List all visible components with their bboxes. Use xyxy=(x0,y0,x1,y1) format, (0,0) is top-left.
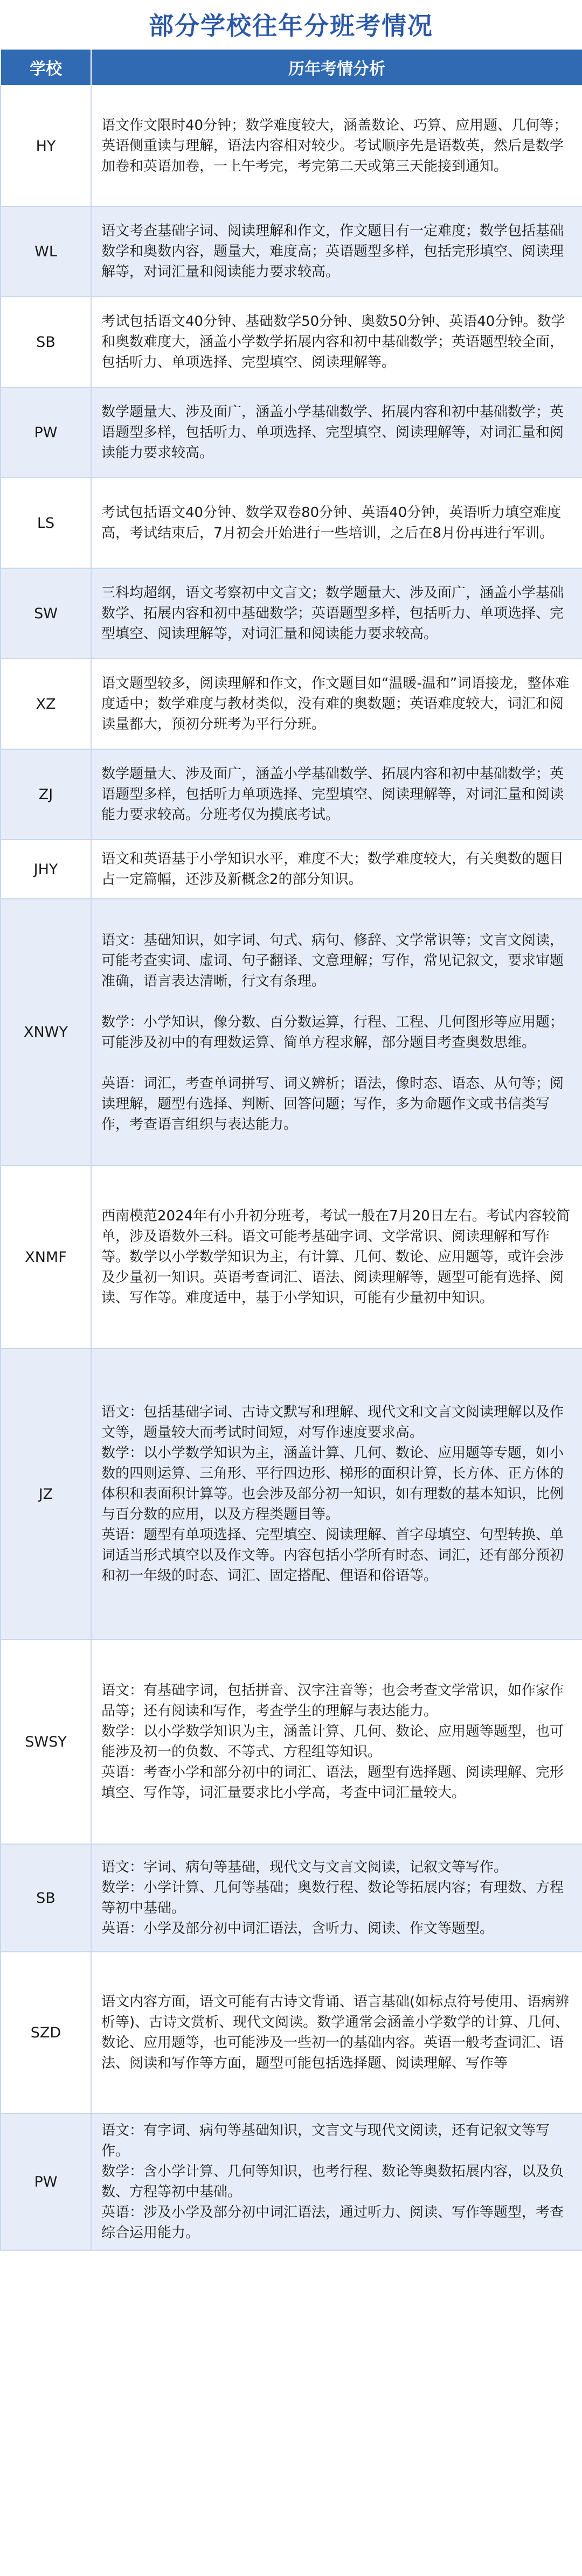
analysis-paragraph: 语文：包括基础字词、古诗文默写和理解、现代文和文言文阅读理解以及作文等，题量较大而考试时间短，对写作速度要求高。 xyxy=(101,1404,564,1441)
table-row xyxy=(1,1952,582,2113)
school-name: PW xyxy=(1,387,91,478)
analysis-paragraph: 语文和英语基于小学知识水平，难度不大；数学难度较大，有关奥数的题目占一定篇幅，还涉及新概念2的部分知识。 xyxy=(101,851,564,888)
analysis-paragraph: 英语：涉及小学及部分初中词汇语法，通过听力、阅读、写作等题型，考查综合运用能力。 xyxy=(101,2204,564,2241)
exam-analysis xyxy=(91,659,582,749)
school-name: HY xyxy=(1,86,91,206)
analysis-paragraph: 英语：小学及部分初中词汇语法，含听力、阅读、作文等题型。 xyxy=(101,1921,494,1937)
analysis-paragraph: 语文内容方面，语文可能有古诗文背诵、语言基础(如标点符号使用、语病辨析等)、古诗文赏析、现代文阅读。数学通常会涵盖小学数学的计算、几何、数论、应用题等，也可能涉及一些初一的基础内容。英语一般考查词汇、语法、阅读和写作等方面，题型可能包括选择题、阅读理解、写作等 xyxy=(101,1994,570,2071)
table-row xyxy=(1,1165,582,1349)
school-name: SZD xyxy=(1,1952,91,2113)
analysis-paragraph: 语文：有字词、病句等基础知识，文言文与现代文阅读，还有记叙文等写作。 xyxy=(101,2123,550,2159)
page-title: 部分学校往年分班考情况 xyxy=(149,11,433,40)
school-name: LS xyxy=(1,478,91,568)
exam-analysis xyxy=(91,86,582,206)
exam-analysis xyxy=(91,749,582,840)
school-name: WL xyxy=(1,206,91,297)
analysis-paragraph: 语文考查基础字词、阅读理解和作文，作文题目有一定难度；数学包括基础数学和奥数内容，题量大，难度高；英语题型多样，包括完形填空、阅读理解等，对词汇量和阅读能力要求较高。 xyxy=(101,223,564,280)
exam-analysis xyxy=(91,1165,582,1349)
table-row xyxy=(1,659,582,749)
exam-analysis xyxy=(91,478,582,568)
analysis-paragraph: 数学：含小学计算、几何等知识，也考行程、数论等奥数拓展内容，以及负数、方程等初中基础。 xyxy=(101,2163,564,2200)
analysis-paragraph: 数学：小学计算、几何等基础；奥数行程、数论等拓展内容；有理数、方程等初中基础。 xyxy=(101,1880,564,1916)
analysis-paragraph: 考试包括语文40分钟、基础数学50分钟、奥数50分钟、英语40分钟。数学和奥数难度大，涵盖小学数学拓展内容和初中基础数学；英语题型较全面，包括听力、单项选择、完型填空、阅读理解等。 xyxy=(101,313,565,371)
exam-analysis xyxy=(91,1639,582,1844)
exam-analysis xyxy=(91,297,582,387)
table-row xyxy=(1,899,582,1165)
analysis-paragraph: 语文题型较多，阅读理解和作文，作文题目如“温暖-温和”词语接龙，整体难度适中；数学难度与教材类似，没有难的奥数题；英语难度较大，词汇和阅读量都大，预初分班考为平行分班。 xyxy=(101,675,570,732)
school-name: SWSY xyxy=(1,1639,91,1844)
school-name: SW xyxy=(1,568,91,659)
table-row xyxy=(1,297,582,387)
exam-analysis xyxy=(91,840,582,899)
table-row xyxy=(1,478,582,568)
analysis-paragraph: 数学题量大、涉及面广，涵盖小学基础数学、拓展内容和初中基础数学；英语题型多样，包括听力单项选择、完型填空、阅读理解等，对词汇量和阅读能力要求较高。分班考仅为摸底考试。 xyxy=(101,766,564,823)
header-analysis: 历年考情分析 xyxy=(91,49,582,86)
table-row xyxy=(1,840,582,899)
analysis-paragraph: 英语：题型有单项选择、完型填空、阅读理解、首字母填空、句型转换、单词适当形式填空以及作文等。内容包括小学所有时态、词汇，还有部分预初和初一年级的时态、词汇、固定搭配、俚语和俗语等。 xyxy=(101,1527,564,1584)
school-name: XNMF xyxy=(1,1165,91,1349)
title-bar xyxy=(0,0,582,48)
analysis-paragraph: 考试包括语文40分钟、数学双卷80分钟、英语40分钟，英语听力填空难度高，考试结束后，7月初会开始进行一些培训，之后在8月份再进行军训。 xyxy=(101,505,562,541)
analysis-paragraph: 数学：以小学数学知识为主，涵盖计算、几何、数论、应用题等专题，如小数的四则运算、三角形、平行四边形、梯形的面积计算，长方体、正方体的体积和表面积计算等。也会涉及部分初一知识，如有理数的基本知识，比例与百分数的应用，以及方程类题目等。 xyxy=(101,1445,564,1523)
header-school: 学校 xyxy=(1,49,91,86)
table-row xyxy=(1,749,582,840)
paragraph-gap xyxy=(101,1053,573,1073)
analysis-paragraph: 英语：考查小学和部分初中的词汇、语法，题型有选择题、阅读理解、完形填空、写作等，词汇量要求比小学高，考查中词汇量较大。 xyxy=(101,1764,564,1801)
exam-analysis xyxy=(91,2113,582,2250)
analysis-paragraph: 数学：小学知识，像分数、百分数运算，行程、工程、几何图形等应用题；可能涉及初中的有理数运算、简单方程求解，部分题目考查奥数思维。 xyxy=(101,1014,564,1051)
table-body xyxy=(1,86,582,2250)
school-name: SB xyxy=(1,1844,91,1952)
analysis-paragraph: 英语：词汇，考查单词拼写、词义辨析；语法，像时态、语态、从句等；阅读理解，题型有选择、判断、回答问题；写作，多为命题作文或书信类写作，考查语言组织与表达能力。 xyxy=(101,1075,564,1133)
analysis-paragraph: 数学题量大、涉及面广，涵盖小学基础数学、拓展内容和初中基础数学；英语题型多样，包括听力、单项选择、完型填空、阅读理解等，对词汇量和阅读能力要求较高。 xyxy=(101,404,564,461)
exam-analysis xyxy=(91,206,582,297)
analysis-paragraph: 语文作文限时40分钟；数学难度较大，涵盖数论、巧算、应用题、几何等；英语侧重读与理解，语法内容相对较少。考试顺序先是语数英，然后是数学加卷和英语加卷，一上午考完，考完第二天或第三天能接到通知。 xyxy=(101,117,568,174)
analysis-paragraph: 语文：基础知识，如字词、句式、病句、修辞、文学常识等；文言文阅读，可能考查实词、虚词、句子翻译、文意理解；写作，常见记叙文，要求审题准确，语言表达清晰，行文有条理。 xyxy=(101,932,564,989)
table-row xyxy=(1,568,582,659)
analysis-paragraph: 语文：字词、病句等基础，现代文与文言文阅读，记叙文等写作。 xyxy=(101,1859,508,1875)
exam-analysis xyxy=(91,1844,582,1952)
exam-analysis xyxy=(91,568,582,659)
analysis-paragraph: 语文：有基础字词，包括拼音、汉字注音等；也会考查文学常识，如作家作品等；还有阅读和写作，考查学生的理解与表达能力。 xyxy=(101,1683,564,1719)
school-name: JZ xyxy=(1,1349,91,1639)
table-row xyxy=(1,1349,582,1639)
table-row xyxy=(1,1639,582,1844)
analysis-paragraph: 数学：以小学数学知识为主，涵盖计算、几何、数论、应用题等题型，也可能涉及初一的负数、不等式、方程组等知识。 xyxy=(101,1723,564,1760)
table-row xyxy=(1,206,582,297)
school-name: XNWY xyxy=(1,899,91,1165)
table-row xyxy=(1,387,582,478)
exam-analysis xyxy=(91,1349,582,1639)
table-row xyxy=(1,2113,582,2250)
table-row xyxy=(1,1844,582,1952)
analysis-paragraph: 三科均超纲，语文考察初中文言文；数学题量大、涉及面广，涵盖小学基础数学、拓展内容和初中基础数学；英语题型多样，包括听力、单项选择、完型填空、阅读理解等，对词汇量和阅读能力要求较高。 xyxy=(101,585,564,642)
paragraph-gap xyxy=(101,992,573,1012)
exam-analysis xyxy=(91,387,582,478)
table-row xyxy=(1,86,582,206)
school-name: PW xyxy=(1,2113,91,2250)
exam-table xyxy=(0,48,582,2251)
school-name: JHY xyxy=(1,840,91,899)
exam-analysis xyxy=(91,899,582,1165)
analysis-paragraph: 西南模范2024年有小升初分班考，考试一般在7月20日左右。考试内容较简单，涉及语数外三科。语文可能考基础字词、文学常识、阅读理解和写作等。数学以小学数学知识为主，有计算、几何、数论、应用题等，或许会涉及少量初一知识。英语考查词汇、语法、阅读理解等，题型可能有选择、阅读、写作等。难度适中，基于小学知识，可能有少量初中知识。 xyxy=(101,1208,570,1306)
table-header-row xyxy=(1,49,582,86)
school-name: XZ xyxy=(1,659,91,749)
exam-analysis xyxy=(91,1952,582,2113)
school-name: ZJ xyxy=(1,749,91,840)
school-name: SB xyxy=(1,297,91,387)
